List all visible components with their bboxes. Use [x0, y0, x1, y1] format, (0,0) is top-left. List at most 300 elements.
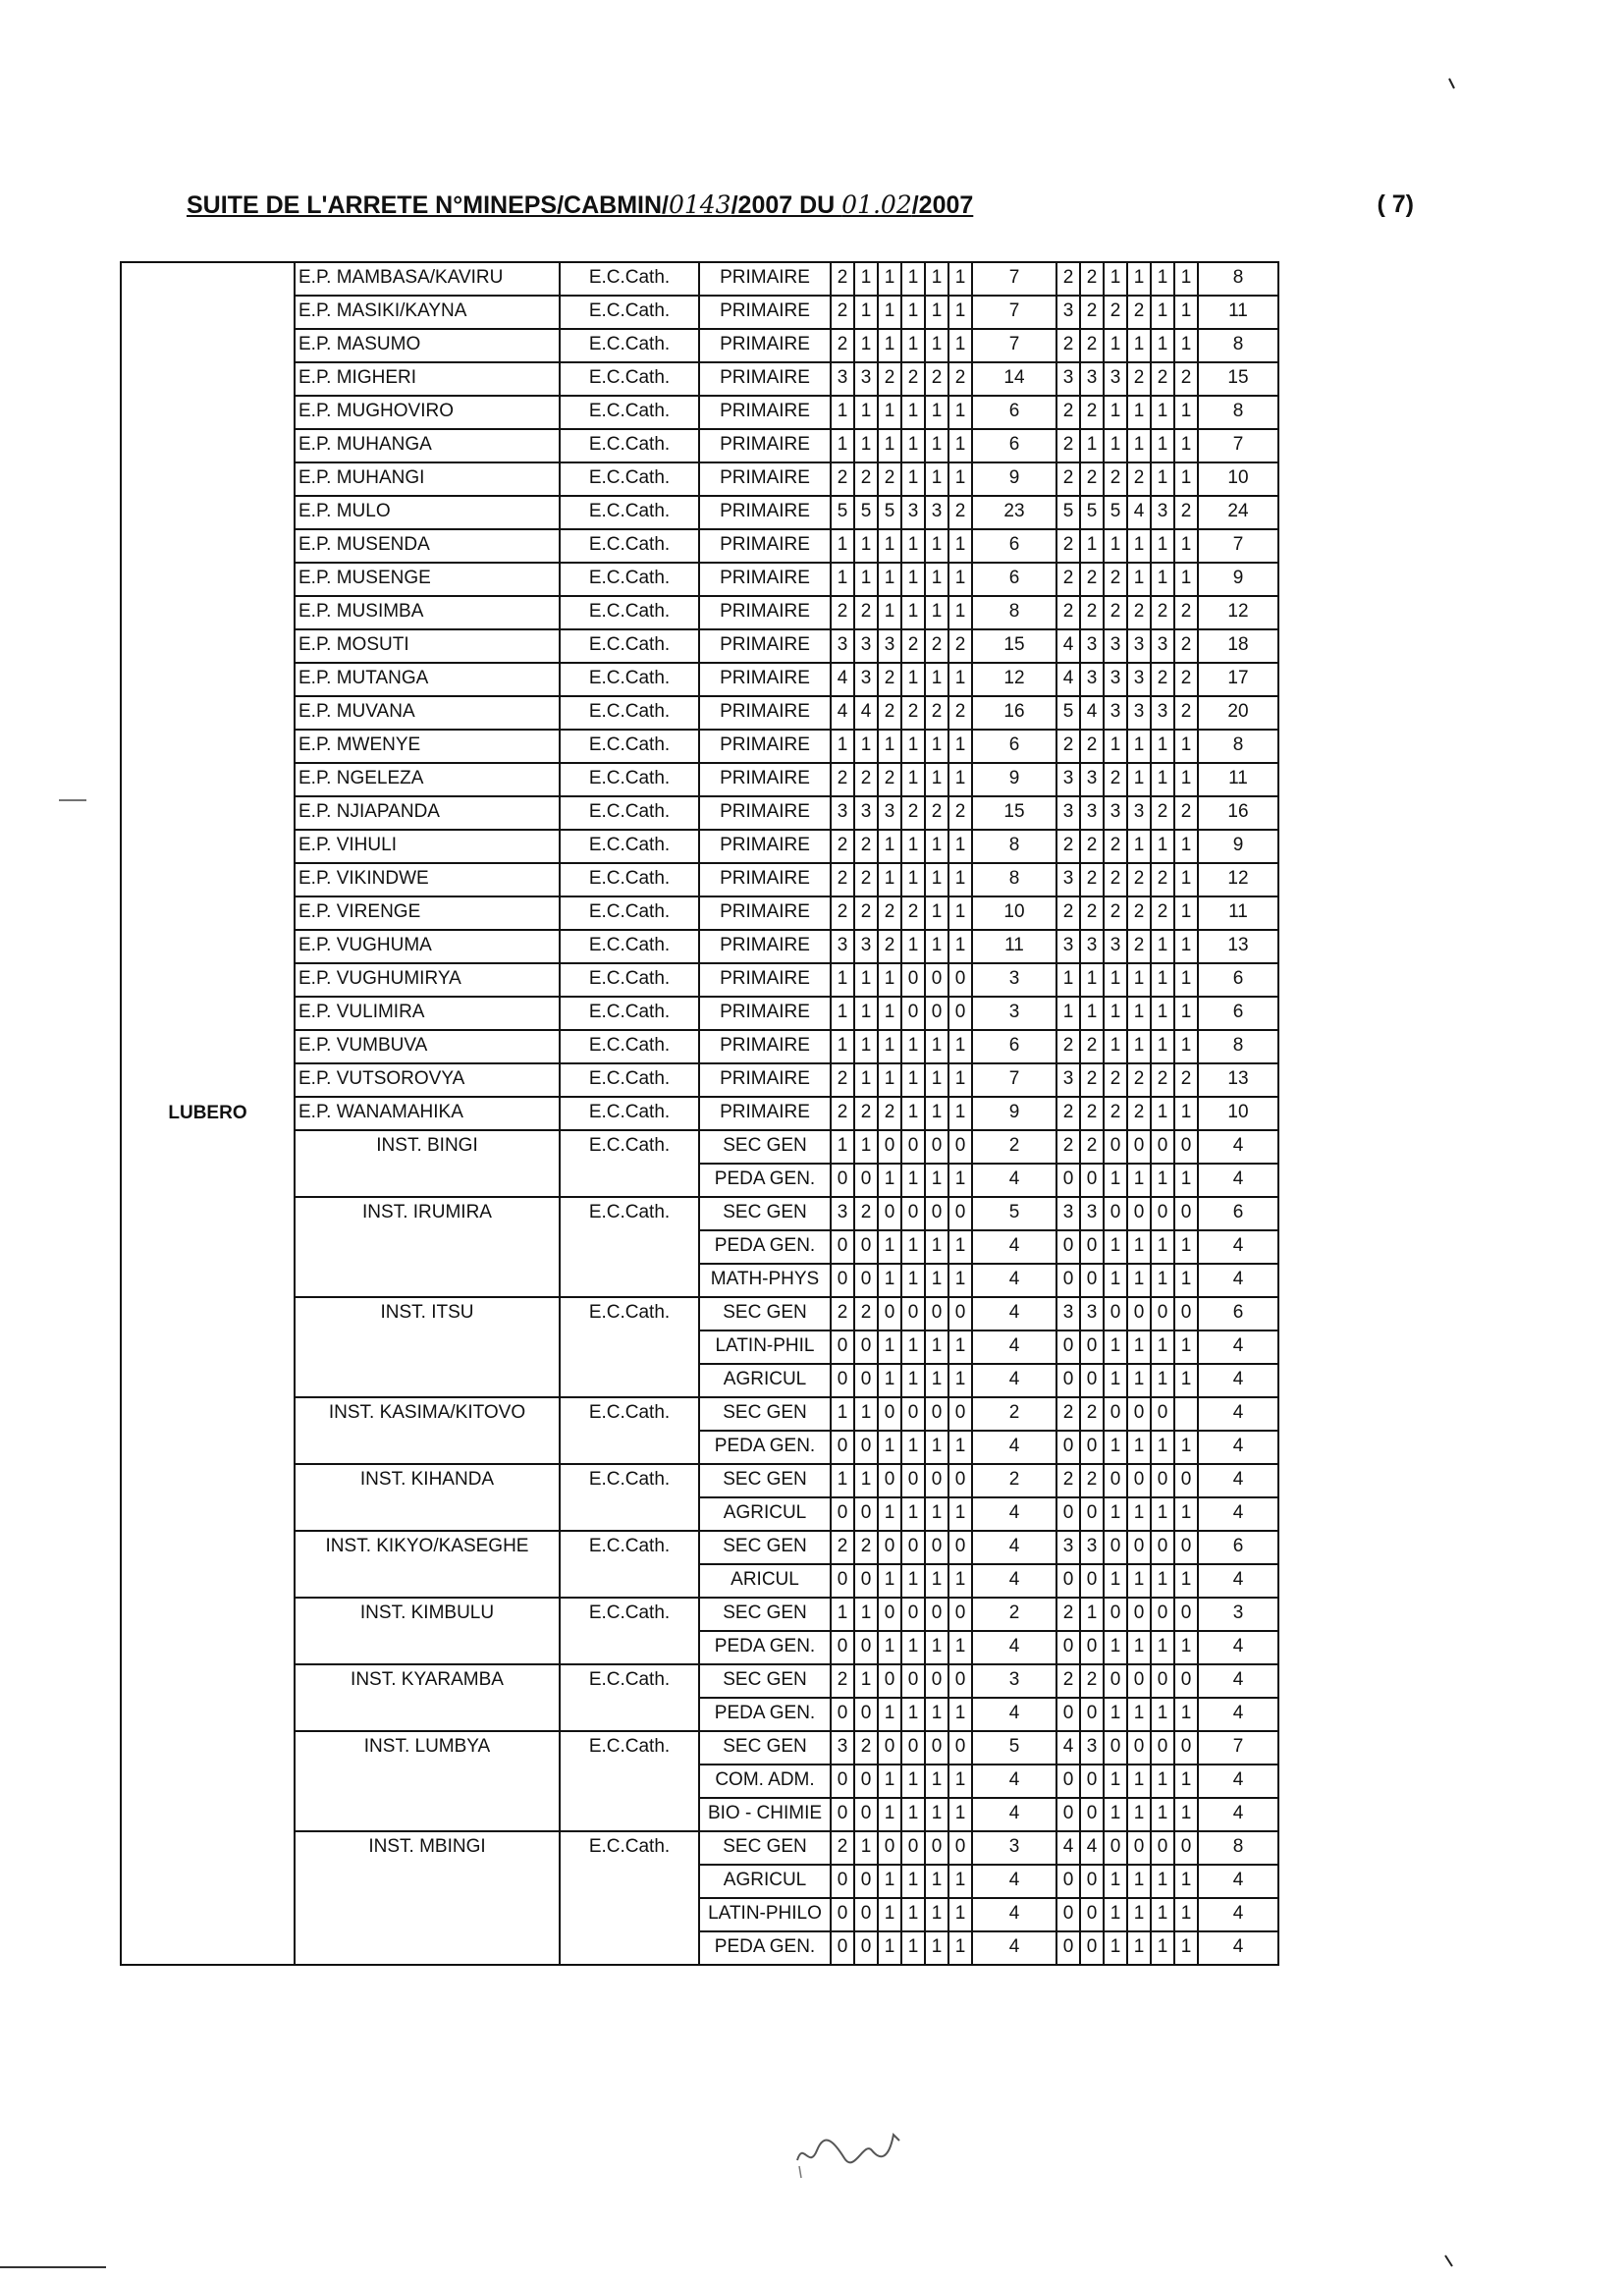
count-cell: 1 [878, 730, 901, 763]
count-cell: 1 [901, 1564, 925, 1598]
count-cell: 1 [878, 1865, 901, 1898]
table-row [121, 1664, 1278, 1698]
count-cell: 1 [1056, 963, 1080, 997]
count-cell: 4 [831, 696, 854, 730]
count-cell: 0 [831, 1798, 854, 1831]
count-cell: 3 [925, 496, 948, 529]
table-row [121, 796, 1278, 830]
total-cell: 6 [1198, 1197, 1278, 1230]
reseau-cell: E.C.Cath. [560, 462, 699, 496]
total-cell: 9 [1198, 563, 1278, 596]
count-cell: 1 [1127, 1631, 1151, 1664]
reseau-cell: E.C.Cath. [560, 1598, 699, 1664]
count-cell: 1 [901, 1364, 925, 1397]
count-cell: 2 [854, 462, 878, 496]
count-cell: 0 [878, 1664, 901, 1698]
school-name: E.P. MAMBASA/KAVIRU [295, 262, 560, 296]
count-cell: 2 [831, 1297, 854, 1331]
count-cell: 1 [854, 296, 878, 329]
count-cell: 1 [1174, 1631, 1198, 1664]
option-cell: SEC GEN [699, 1598, 831, 1631]
option-cell: MATH-PHYS [699, 1264, 831, 1297]
count-cell: 1 [1151, 329, 1174, 362]
table-row [121, 1598, 1278, 1631]
count-cell: 1 [948, 730, 972, 763]
count-cell: 1 [878, 1564, 901, 1598]
count-cell: 1 [948, 429, 972, 462]
count-cell: 1 [854, 1664, 878, 1698]
count-cell: 1 [1174, 1164, 1198, 1197]
count-cell: 1 [1104, 1230, 1127, 1264]
count-cell: 0 [831, 1230, 854, 1264]
option-cell: PEDA GEN. [699, 1164, 831, 1197]
count-cell: 1 [878, 1798, 901, 1831]
count-cell: 1 [1104, 1164, 1127, 1197]
count-cell: 0 [831, 1364, 854, 1397]
count-cell: 1 [1151, 1564, 1174, 1598]
count-cell: 1 [878, 1230, 901, 1264]
count-cell: 4 [854, 696, 878, 730]
reseau-cell: E.C.Cath. [560, 796, 699, 830]
count-cell: 3 [1080, 763, 1104, 796]
count-cell: 0 [1080, 1431, 1104, 1464]
option-cell: PRIMAIRE [699, 830, 831, 863]
total-cell: 7 [972, 262, 1056, 296]
count-cell: 5 [878, 496, 901, 529]
total-cell: 8 [1198, 262, 1278, 296]
count-cell: 1 [901, 596, 925, 629]
count-cell: 2 [1080, 1397, 1104, 1431]
reseau-cell: E.C.Cath. [560, 1030, 699, 1063]
count-cell: 0 [854, 1264, 878, 1297]
total-cell: 4 [972, 1331, 1056, 1364]
count-cell: 2 [1127, 863, 1151, 896]
total-cell: 11 [1198, 896, 1278, 930]
count-cell: 2 [831, 763, 854, 796]
count-cell: 1 [1104, 329, 1127, 362]
count-cell: 0 [1127, 1531, 1151, 1564]
count-cell: 2 [831, 1097, 854, 1130]
count-cell: 1 [925, 1497, 948, 1531]
total-cell: 4 [972, 1431, 1056, 1464]
count-cell: 1 [1151, 1931, 1174, 1965]
option-cell: PEDA GEN. [699, 1631, 831, 1664]
count-cell: 2 [1104, 563, 1127, 596]
total-cell: 7 [972, 329, 1056, 362]
count-cell: 2 [925, 696, 948, 730]
total-cell: 4 [1198, 1130, 1278, 1164]
count-cell: 2 [1174, 629, 1198, 663]
count-cell: 0 [854, 1931, 878, 1965]
count-cell: 0 [831, 1564, 854, 1598]
count-cell: 1 [925, 1364, 948, 1397]
count-cell: 1 [878, 1063, 901, 1097]
count-cell: 1 [1151, 1164, 1174, 1197]
count-cell: 1 [1104, 1898, 1127, 1931]
count-cell: 2 [1080, 296, 1104, 329]
count-cell: 1 [1127, 730, 1151, 763]
count-cell: 0 [878, 1397, 901, 1431]
count-cell: 2 [878, 696, 901, 730]
school-name: E.P. VULIMIRA [295, 997, 560, 1030]
count-cell: 0 [854, 1865, 878, 1898]
count-cell: 2 [925, 629, 948, 663]
option-cell: PRIMAIRE [699, 262, 831, 296]
staffing-table [120, 261, 1279, 1966]
count-cell: 2 [831, 596, 854, 629]
count-cell: 1 [1151, 1765, 1174, 1798]
total-cell: 11 [972, 930, 1056, 963]
reseau-cell: E.C.Cath. [560, 596, 699, 629]
count-cell: 0 [1151, 1831, 1174, 1865]
option-cell: BIO - CHIMIE [699, 1798, 831, 1831]
table-row [121, 429, 1278, 462]
table-row [121, 1464, 1278, 1497]
count-cell: 1 [831, 396, 854, 429]
option-cell: PRIMAIRE [699, 963, 831, 997]
count-cell: 2 [1056, 262, 1080, 296]
table-row [121, 997, 1278, 1030]
reseau-cell: E.C.Cath. [560, 997, 699, 1030]
total-cell: 9 [972, 763, 1056, 796]
count-cell: 2 [831, 296, 854, 329]
count-cell: 1 [854, 1598, 878, 1631]
option-cell: PEDA GEN. [699, 1431, 831, 1464]
count-cell: 0 [1104, 1531, 1127, 1564]
total-cell: 16 [972, 696, 1056, 730]
school-name: INST. LUMBYA [295, 1731, 560, 1831]
count-cell: 1 [1151, 1431, 1174, 1464]
total-cell: 8 [1198, 730, 1278, 763]
count-cell: 1 [831, 529, 854, 563]
total-cell: 4 [1198, 1331, 1278, 1364]
count-cell: 1 [901, 1264, 925, 1297]
count-cell: 1 [948, 1364, 972, 1397]
count-cell: 1 [878, 1364, 901, 1397]
option-cell: AGRICUL [699, 1865, 831, 1898]
count-cell: 1 [1127, 1264, 1151, 1297]
count-cell: 0 [1174, 1531, 1198, 1564]
page-number: ( 7) [1377, 190, 1414, 218]
count-cell: 1 [878, 1898, 901, 1931]
count-cell: 2 [1080, 896, 1104, 930]
reseau-cell: E.C.Cath. [560, 696, 699, 730]
count-cell: 1 [878, 1030, 901, 1063]
count-cell: 0 [1104, 1464, 1127, 1497]
count-cell: 1 [901, 296, 925, 329]
count-cell: 1 [948, 462, 972, 496]
count-cell: 2 [1080, 1097, 1104, 1130]
option-cell: SEC GEN [699, 1664, 831, 1698]
school-name: E.P. VIHULI [295, 830, 560, 863]
count-cell: 1 [1151, 930, 1174, 963]
total-cell: 4 [972, 1898, 1056, 1931]
count-cell: 2 [1151, 863, 1174, 896]
count-cell: 2 [1080, 863, 1104, 896]
count-cell: 2 [1104, 596, 1127, 629]
count-cell: 0 [1151, 1531, 1174, 1564]
reseau-cell: E.C.Cath. [560, 1197, 699, 1297]
count-cell: 1 [901, 1030, 925, 1063]
count-cell: 1 [948, 1497, 972, 1531]
count-cell: 0 [831, 1331, 854, 1364]
count-cell: 0 [925, 1197, 948, 1230]
count-cell: 0 [1151, 1397, 1174, 1431]
count-cell: 1 [1174, 1765, 1198, 1798]
total-cell: 2 [972, 1464, 1056, 1497]
count-cell: 4 [1080, 1831, 1104, 1865]
school-name: INST. KASIMA/KITOVO [295, 1397, 560, 1464]
count-cell: 1 [925, 1631, 948, 1664]
count-cell: 1 [1151, 396, 1174, 429]
total-cell: 15 [972, 796, 1056, 830]
total-cell: 7 [1198, 429, 1278, 462]
count-cell: 1 [831, 1464, 854, 1497]
count-cell: 1 [854, 1831, 878, 1865]
count-cell: 2 [878, 1097, 901, 1130]
count-cell: 5 [831, 496, 854, 529]
count-cell: 1 [1151, 296, 1174, 329]
count-cell: 1 [901, 1765, 925, 1798]
count-cell: 0 [1104, 1731, 1127, 1765]
count-cell: 1 [1174, 1264, 1198, 1297]
count-cell: 2 [831, 863, 854, 896]
count-cell: 2 [1080, 1464, 1104, 1497]
count-cell: 1 [831, 997, 854, 1030]
count-cell: 1 [831, 1130, 854, 1164]
scan-mark [59, 797, 88, 803]
school-name: E.P. MUSENDA [295, 529, 560, 563]
count-cell: 2 [854, 1531, 878, 1564]
count-cell: 4 [1080, 696, 1104, 730]
count-cell: 1 [1174, 730, 1198, 763]
count-cell: 1 [1151, 830, 1174, 863]
count-cell: 1 [1104, 1865, 1127, 1898]
total-cell: 6 [972, 529, 1056, 563]
count-cell: 1 [925, 529, 948, 563]
count-cell: 1 [878, 429, 901, 462]
count-cell: 2 [854, 863, 878, 896]
reseau-cell: E.C.Cath. [560, 830, 699, 863]
count-cell: 1 [948, 1898, 972, 1931]
table-row [121, 830, 1278, 863]
count-cell: 2 [901, 796, 925, 830]
count-cell: 0 [1056, 1164, 1080, 1197]
count-cell: 4 [831, 663, 854, 696]
reseau-cell: E.C.Cath. [560, 563, 699, 596]
count-cell: 1 [948, 863, 972, 896]
count-cell: 0 [925, 1831, 948, 1865]
total-cell: 6 [1198, 1297, 1278, 1331]
count-cell: 3 [831, 629, 854, 663]
count-cell: 1 [1104, 1497, 1127, 1531]
count-cell: 2 [1056, 1130, 1080, 1164]
count-cell: 1 [1174, 1431, 1198, 1464]
count-cell: 2 [1056, 563, 1080, 596]
count-cell: 1 [1127, 1497, 1151, 1531]
count-cell: 1 [878, 596, 901, 629]
school-name: INST. KIMBULU [295, 1598, 560, 1664]
reseau-cell: E.C.Cath. [560, 629, 699, 663]
count-cell: 0 [901, 997, 925, 1030]
total-cell: 11 [1198, 763, 1278, 796]
count-cell: 0 [1174, 1831, 1198, 1865]
count-cell: 0 [948, 1531, 972, 1564]
count-cell: 0 [1127, 1197, 1151, 1230]
count-cell: 0 [901, 1531, 925, 1564]
count-cell: 1 [901, 1431, 925, 1464]
count-cell: 0 [948, 1397, 972, 1431]
count-cell: 0 [1056, 1631, 1080, 1664]
count-cell: 1 [878, 1631, 901, 1664]
count-cell: 1 [1151, 462, 1174, 496]
count-cell: 1 [831, 563, 854, 596]
option-cell: SEC GEN [699, 1397, 831, 1431]
total-cell: 3 [1198, 1598, 1278, 1631]
reseau-cell: E.C.Cath. [560, 296, 699, 329]
option-cell: PRIMAIRE [699, 896, 831, 930]
count-cell: 1 [1104, 1431, 1127, 1464]
count-cell: 1 [925, 830, 948, 863]
count-cell: 1 [1127, 1798, 1151, 1831]
count-cell: 0 [1080, 1698, 1104, 1731]
school-name: E.P. MASIKI/KAYNA [295, 296, 560, 329]
count-cell: 0 [901, 1598, 925, 1631]
count-cell: 1 [1174, 1331, 1198, 1364]
total-cell: 4 [1198, 1397, 1278, 1431]
table-row [121, 763, 1278, 796]
count-cell: 0 [854, 1564, 878, 1598]
count-cell: 1 [878, 1931, 901, 1965]
count-cell: 0 [948, 1598, 972, 1631]
count-cell: 2 [1127, 362, 1151, 396]
count-cell: 1 [948, 1631, 972, 1664]
count-cell: 0 [1104, 1197, 1127, 1230]
count-cell: 3 [1056, 1063, 1080, 1097]
option-cell: ARICUL [699, 1564, 831, 1598]
table-row [121, 1531, 1278, 1564]
total-cell: 8 [1198, 329, 1278, 362]
count-cell: 2 [1174, 796, 1198, 830]
title-mid: /2007 DU [731, 191, 842, 219]
total-cell: 4 [972, 1297, 1056, 1331]
school-name: E.P. MUGHOVIRO [295, 396, 560, 429]
school-name: E.P. MUHANGA [295, 429, 560, 462]
count-cell: 0 [1080, 1631, 1104, 1664]
count-cell: 1 [901, 663, 925, 696]
count-cell: 2 [1056, 1030, 1080, 1063]
school-name: E.P. NJIAPANDA [295, 796, 560, 830]
option-cell: PRIMAIRE [699, 462, 831, 496]
count-cell: 4 [1056, 629, 1080, 663]
count-cell: 2 [948, 696, 972, 730]
count-cell: 1 [1104, 1364, 1127, 1397]
total-cell: 4 [972, 1564, 1056, 1598]
count-cell: 1 [854, 1030, 878, 1063]
total-cell: 8 [972, 863, 1056, 896]
count-cell: 1 [925, 462, 948, 496]
count-cell: 3 [831, 362, 854, 396]
count-cell: 0 [1104, 1831, 1127, 1865]
total-cell: 8 [1198, 1831, 1278, 1865]
count-cell: 1 [901, 1497, 925, 1531]
count-cell: 0 [901, 1130, 925, 1164]
count-cell: 1 [901, 1865, 925, 1898]
count-cell: 2 [1104, 863, 1127, 896]
reseau-cell: E.C.Cath. [560, 1664, 699, 1731]
count-cell: 2 [1104, 763, 1127, 796]
count-cell: 0 [831, 1865, 854, 1898]
count-cell: 1 [948, 1765, 972, 1798]
count-cell: 0 [854, 1331, 878, 1364]
count-cell: 1 [1127, 1364, 1151, 1397]
count-cell: 0 [1080, 1230, 1104, 1264]
count-cell: 2 [831, 329, 854, 362]
count-cell: 2 [1104, 1097, 1127, 1130]
count-cell: 2 [1056, 1664, 1080, 1698]
scan-mark [1447, 77, 1457, 92]
document-header [187, 190, 1414, 230]
table-row [121, 696, 1278, 730]
reseau-cell: E.C.Cath. [560, 496, 699, 529]
count-cell: 1 [1104, 1765, 1127, 1798]
count-cell: 4 [1127, 496, 1151, 529]
count-cell: 1 [948, 396, 972, 429]
count-cell: 1 [1174, 1898, 1198, 1931]
total-cell: 4 [1198, 1230, 1278, 1264]
count-cell: 1 [901, 1331, 925, 1364]
count-cell: 1 [1174, 1030, 1198, 1063]
total-cell: 4 [1198, 1798, 1278, 1831]
count-cell: 2 [831, 1063, 854, 1097]
count-cell: 0 [1080, 1765, 1104, 1798]
count-cell: 1 [925, 296, 948, 329]
count-cell: 0 [831, 1931, 854, 1965]
count-cell: 1 [925, 1331, 948, 1364]
option-cell: PEDA GEN. [699, 1230, 831, 1264]
count-cell: 1 [1104, 396, 1127, 429]
total-cell: 6 [972, 396, 1056, 429]
total-cell: 18 [1198, 629, 1278, 663]
count-cell: 1 [1127, 563, 1151, 596]
school-name: E.P. VUTSOROVYA [295, 1063, 560, 1097]
count-cell: 0 [1080, 1564, 1104, 1598]
count-cell: 2 [1056, 329, 1080, 362]
count-cell: 0 [1174, 1598, 1198, 1631]
total-cell: 10 [1198, 462, 1278, 496]
total-cell: 2 [972, 1397, 1056, 1431]
count-cell: 1 [1127, 1164, 1151, 1197]
count-cell: 1 [1104, 1030, 1127, 1063]
count-cell: 2 [1080, 1664, 1104, 1698]
count-cell: 1 [925, 1865, 948, 1898]
count-cell: 0 [831, 1765, 854, 1798]
count-cell: 1 [925, 730, 948, 763]
count-cell: 1 [925, 262, 948, 296]
count-cell: 1 [878, 529, 901, 563]
count-cell: 0 [948, 1664, 972, 1698]
count-cell: 1 [925, 863, 948, 896]
count-cell: 1 [948, 1865, 972, 1898]
count-cell: 2 [1080, 830, 1104, 863]
total-cell: 5 [972, 1731, 1056, 1765]
count-cell: 3 [1080, 796, 1104, 830]
option-cell: SEC GEN [699, 1731, 831, 1765]
count-cell: 3 [1080, 1731, 1104, 1765]
count-cell: 3 [1056, 930, 1080, 963]
count-cell: 1 [1127, 1030, 1151, 1063]
count-cell [1174, 1397, 1198, 1431]
